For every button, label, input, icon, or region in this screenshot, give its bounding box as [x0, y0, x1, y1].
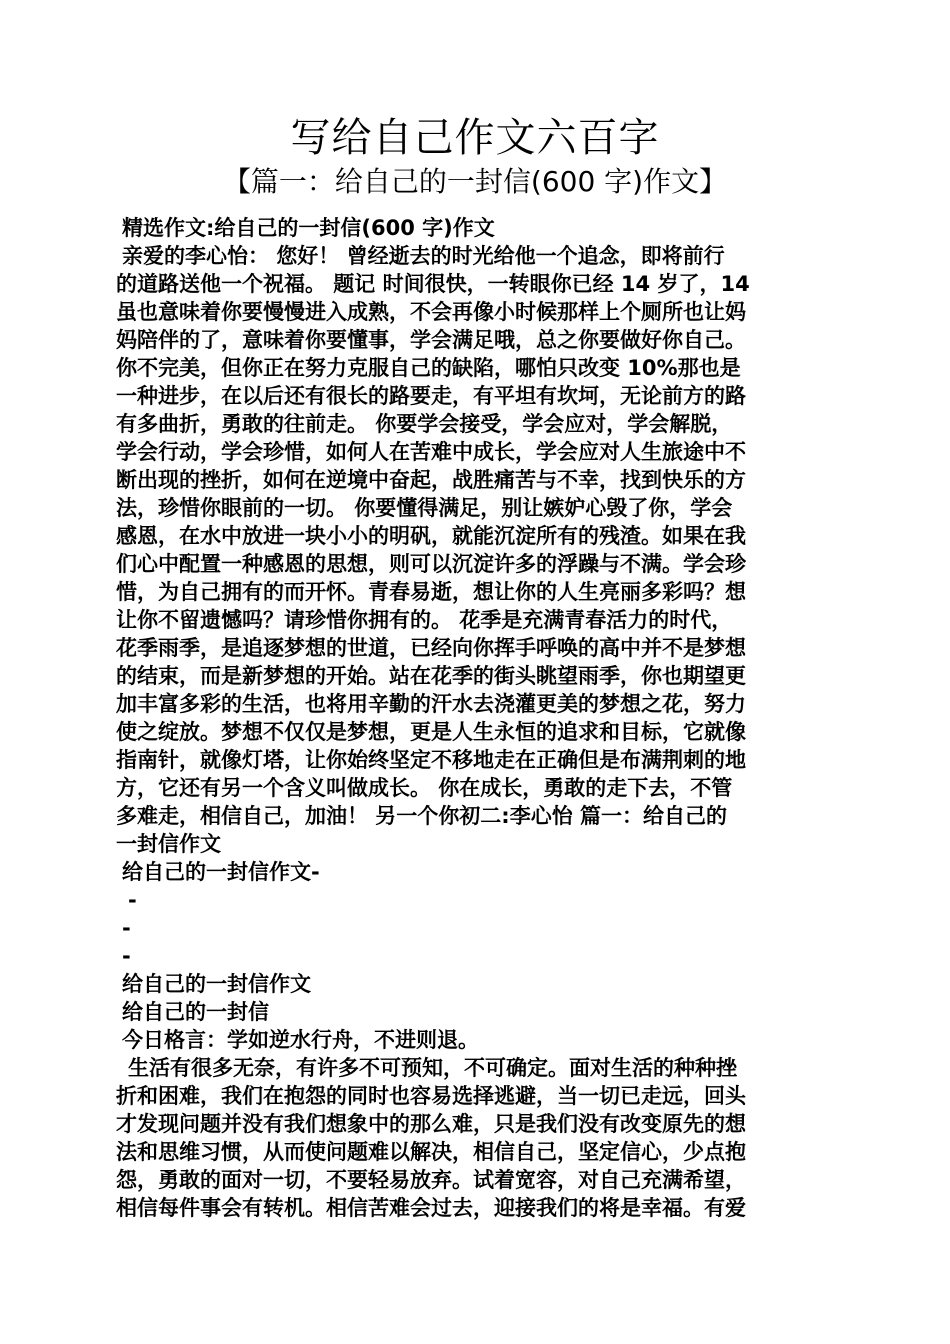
body-line: 惜，为自己拥有的而开怀。青春易逝，想让你的人生亮丽多彩吗？想 [116, 580, 746, 604]
body-line: 相信每件事会有转机。相信苦难会过去，迎接我们的将是幸福。有爱 [116, 1196, 746, 1220]
body-line: 妈陪伴的了，意味着你要懂事，学会满足哦，总之你要做好你自己。 [116, 328, 746, 352]
body-line: 花季雨季，是追逐梦想的世道，已经向你挥手呼唤的高中并不是梦想 [116, 636, 746, 660]
body-line: 一种进步，在以后还有很长的路要走，有平坦有坎坷，无论前方的路 [116, 384, 746, 408]
body-line: 加丰富多彩的生活，也将用辛勤的汗水去浇灌更美的梦想之花，努力 [116, 692, 746, 716]
body-line: 的道路送他一个祝福。 题记 时间很快，一转眼你已经 14 岁了，14 [116, 272, 750, 296]
document-body [116, 214, 838, 1222]
body-line: 断出现的挫折，如何在逆境中奋起，战胜痛苦与不幸，找到快乐的方 [116, 468, 746, 492]
body-line: 有多曲折，勇敢的往前走。 你要学会接受，学会应对，学会解脱， [116, 412, 733, 436]
body-line: 给自己的一封信作文 [122, 972, 311, 996]
body-line: 学会行动，学会珍惜，如何人在苦难中成长，学会应对人生旅途中不 [116, 440, 746, 464]
body-line: 给自己的一封信 [122, 1000, 269, 1024]
body-line: 一封信作文 [116, 832, 221, 856]
body-line: 多难走，相信自己，加油！ 另一个你初二:李心怡 篇一：给自己的 [116, 804, 728, 828]
document-subtitle: 【篇一：给自己的一封信(600 字)作文】 [222, 165, 728, 198]
body-line: - [122, 944, 131, 968]
body-line: 的结束，而是新梦想的开始。站在花季的街头眺望雨季，你也期望更 [116, 664, 746, 688]
body-line: 怨，勇敢的面对一切，不要轻易放弃。试着宽容，对自己充满希望， [116, 1168, 746, 1192]
body-line: 生活有很多无奈，有许多不可预知，不可确定。面对生活的种种挫 [128, 1056, 737, 1080]
document-title: 写给自己作文六百字 [290, 115, 660, 161]
body-line: 感恩，在水中放进一块小小的明矾，就能沉淀所有的残渣。如果在我 [116, 524, 746, 548]
body-line: 才发现问题并没有我们想象中的那么难，只是我们没有改变原先的想 [116, 1112, 746, 1136]
body-line: - [128, 888, 137, 912]
body-line: 亲爱的李心怡： 您好！ 曾经逝去的时光给他一个追念，即将前行 [122, 244, 725, 268]
body-line: 法，珍惜你眼前的一切。 你要懂得满足，别让嫉妒心毁了你，学会 [116, 496, 733, 520]
body-line: 使之绽放。梦想不仅仅是梦想，更是人生永恒的追求和目标，它就像 [116, 720, 746, 744]
body-line: 们心中配置一种感恩的思想，则可以沉淀许多的浮躁与不满。学会珍 [116, 552, 746, 576]
body-line: 让你不留遗憾吗？请珍惜你拥有的。 花季是充满青春活力的时代， [116, 608, 733, 632]
body-line: 折和困难，我们在抱怨的同时也容易选择逃避，当一切已走远，回头 [116, 1084, 746, 1108]
body-line: 指南针，就像灯塔，让你始终坚定不移地走在正确但是布满荆刺的地 [116, 748, 746, 772]
body-line: 法和思维习惯，从而使问题难以解决，相信自己，坚定信心，少点抱 [116, 1140, 746, 1164]
body-line: 你不完美，但你正在努力克服自己的缺陷，哪怕只改变 10%那也是 [116, 356, 741, 380]
body-line: 精选作文:给自己的一封信(600 字)作文 [122, 216, 495, 240]
body-line: - [122, 916, 131, 940]
body-line: 今日格言：学如逆水行舟，不进则退。 [122, 1028, 479, 1052]
body-line: 方，它还有另一个含义叫做成长。 你在成长，勇敢的走下去，不管 [116, 776, 733, 800]
body-line: 虽也意味着你要慢慢进入成熟，不会再像小时候那样上个厕所也让妈 [116, 300, 746, 324]
body-line: 给自己的一封信作文- [122, 860, 320, 884]
